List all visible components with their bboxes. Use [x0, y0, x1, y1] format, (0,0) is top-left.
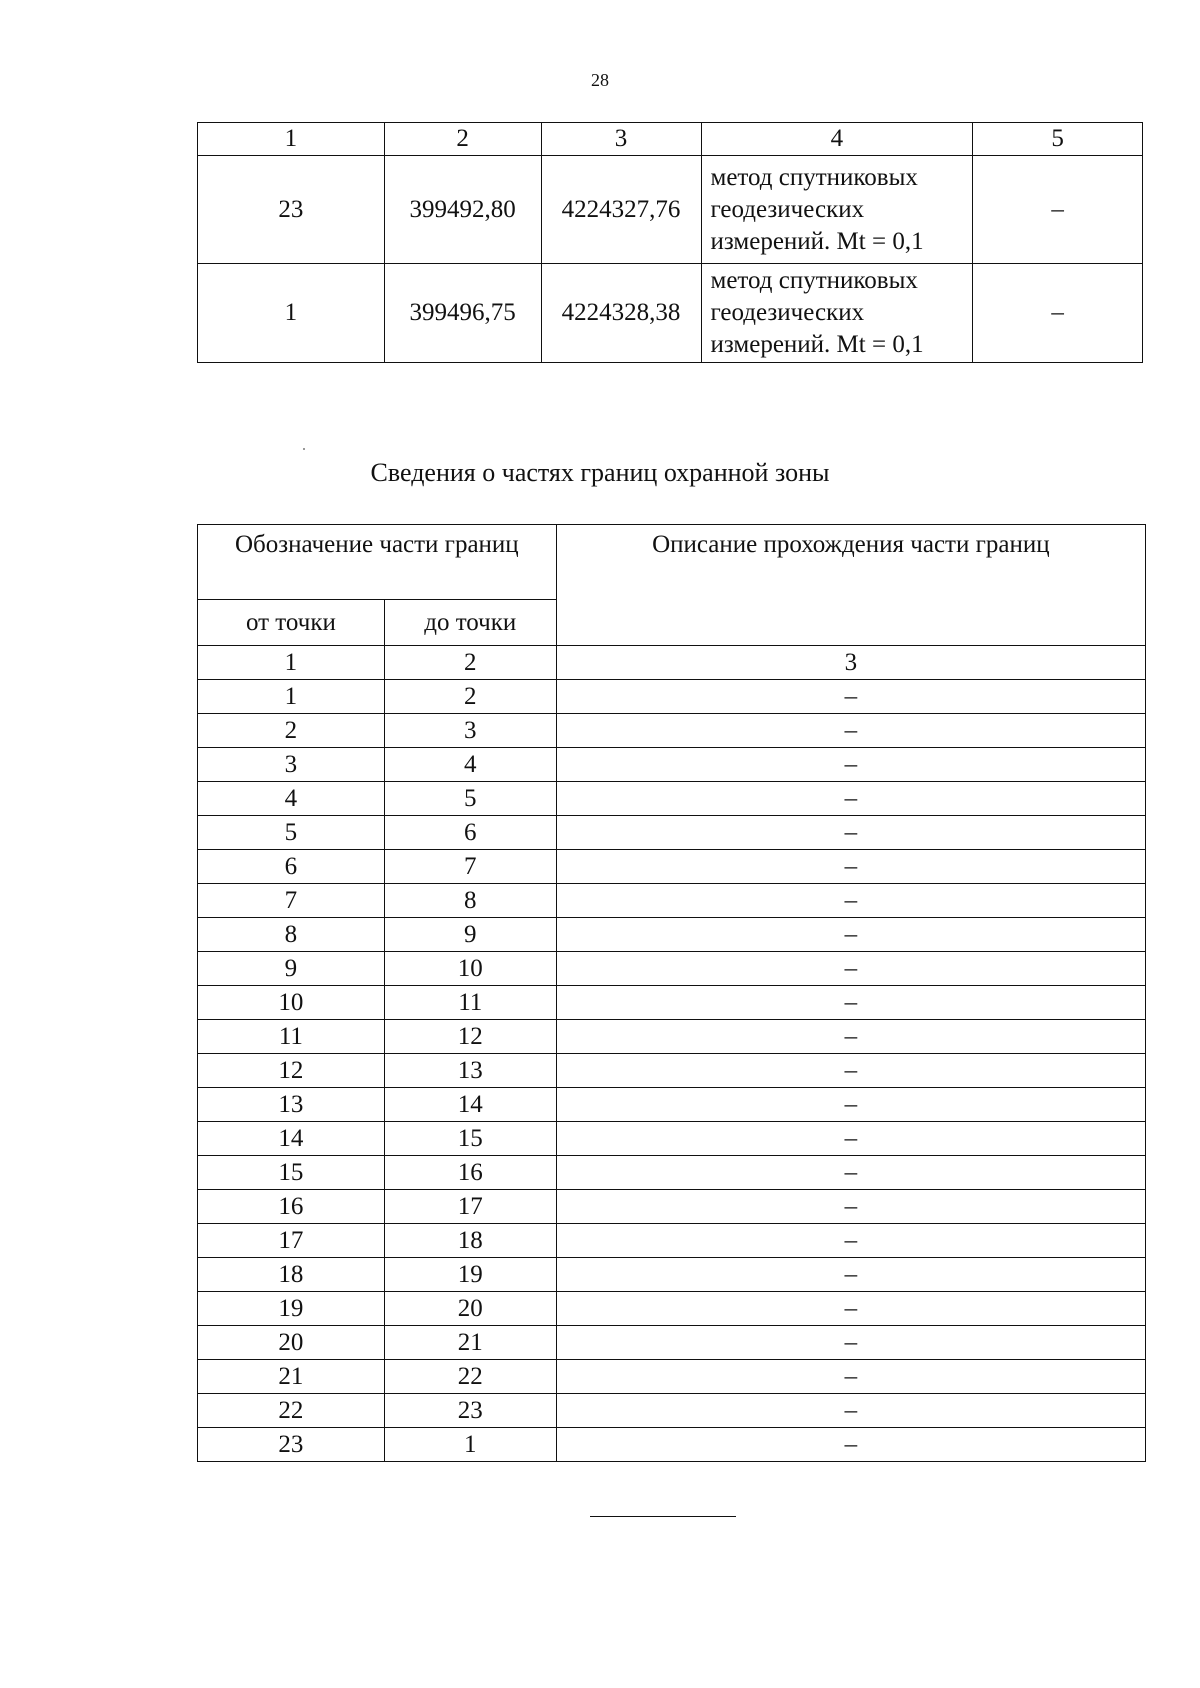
description-cell: –	[556, 816, 1145, 850]
table-row	[198, 748, 1146, 782]
table-row	[198, 1394, 1146, 1428]
from-point-cell: 1	[198, 680, 385, 714]
method-line: геодезических	[710, 299, 865, 326]
to-point-cell: 21	[384, 1326, 556, 1360]
from-point-cell: 7	[198, 884, 385, 918]
to-point-cell: 19	[384, 1258, 556, 1292]
description-cell: –	[556, 1020, 1145, 1054]
to-point-cell: 1	[384, 1428, 556, 1462]
description-cell: –	[556, 714, 1145, 748]
method-line: измерений. Mt = 0,1	[710, 227, 924, 255]
table-row	[198, 1020, 1146, 1054]
to-point-header: до точки	[384, 600, 556, 646]
table-row	[198, 1190, 1146, 1224]
description-cell: –	[556, 1360, 1145, 1394]
from-point-cell: 2	[198, 714, 385, 748]
to-point-cell: 18	[384, 1224, 556, 1258]
to-point-cell: 4	[384, 748, 556, 782]
table-row	[198, 680, 1146, 714]
to-point-cell: 22	[384, 1360, 556, 1394]
description-cell: –	[556, 1054, 1145, 1088]
from-point-cell: 6	[198, 850, 385, 884]
to-point-cell: 8	[384, 884, 556, 918]
description-cell: –	[556, 1394, 1145, 1428]
from-point-cell: 16	[198, 1190, 385, 1224]
table-row	[198, 714, 1146, 748]
from-point-cell: 5	[198, 816, 385, 850]
to-point-cell: 9	[384, 918, 556, 952]
description-cell: –	[556, 850, 1145, 884]
from-point-cell: 21	[198, 1360, 385, 1394]
description-cell: –	[556, 1156, 1145, 1190]
from-point-cell: 13	[198, 1088, 385, 1122]
table-row	[198, 918, 1146, 952]
note-cell: –	[973, 156, 1143, 264]
to-point-cell: 5	[384, 782, 556, 816]
description-cell: –	[556, 952, 1145, 986]
method-line: метод спутниковых	[710, 163, 918, 191]
to-point-cell: 2	[384, 680, 556, 714]
boundary-designation-header: Обозначение части границ	[198, 525, 557, 600]
point-cell: 23	[198, 156, 385, 264]
col-number: 1	[198, 123, 385, 156]
x-coordinate-cell: 399492,80	[384, 156, 541, 264]
y-coordinate-cell: 4224327,76	[541, 156, 701, 264]
description-cell: –	[556, 680, 1145, 714]
description-cell: –	[556, 1326, 1145, 1360]
method-line: измерений. Mt = 0,1	[710, 331, 924, 358]
table-row	[198, 1360, 1146, 1394]
boundary-rows	[198, 680, 1146, 1462]
description-cell: –	[556, 1428, 1145, 1462]
description-cell: –	[556, 1292, 1145, 1326]
description-cell: –	[556, 748, 1145, 782]
from-point-cell: 8	[198, 918, 385, 952]
to-point-cell: 7	[384, 850, 556, 884]
from-point-cell: 11	[198, 1020, 385, 1054]
table-row	[198, 1326, 1146, 1360]
from-point-cell: 17	[198, 1224, 385, 1258]
table-row	[198, 1122, 1146, 1156]
description-cell: –	[556, 1190, 1145, 1224]
to-point-cell: 20	[384, 1292, 556, 1326]
boundary-description-header: Описание прохождения части границ	[556, 525, 1145, 646]
from-point-cell: 9	[198, 952, 385, 986]
col-number: 1	[198, 646, 385, 680]
from-point-cell: 23	[198, 1428, 385, 1462]
table-row	[198, 816, 1146, 850]
from-point-cell: 10	[198, 986, 385, 1020]
to-point-cell: 14	[384, 1088, 556, 1122]
table-row	[198, 1428, 1146, 1462]
col-number: 3	[541, 123, 701, 156]
to-point-cell: 12	[384, 1020, 556, 1054]
column-number-row	[198, 646, 1146, 680]
to-point-cell: 17	[384, 1190, 556, 1224]
to-point-cell: 15	[384, 1122, 556, 1156]
method-line: геодезических	[710, 195, 865, 223]
boundary-header-row	[198, 525, 1146, 600]
description-cell: –	[556, 986, 1145, 1020]
page-number: 28	[591, 70, 609, 90]
from-point-cell: 19	[198, 1292, 385, 1326]
from-point-cell: 3	[198, 748, 385, 782]
method-cell	[701, 156, 973, 264]
from-point-cell: 18	[198, 1258, 385, 1292]
table-row	[198, 782, 1146, 816]
to-point-cell: 3	[384, 714, 556, 748]
description-cell: –	[556, 1224, 1145, 1258]
coordinates-header-row	[198, 123, 1143, 156]
from-point-cell: 20	[198, 1326, 385, 1360]
section-title: Сведения о частях границ охранной зоны	[370, 458, 830, 487]
table-row	[198, 264, 1143, 363]
scan-speck	[303, 448, 305, 450]
method-cell	[701, 264, 973, 363]
from-point-cell: 4	[198, 782, 385, 816]
to-point-cell: 16	[384, 1156, 556, 1190]
to-point-cell: 23	[384, 1394, 556, 1428]
to-point-cell: 13	[384, 1054, 556, 1088]
description-cell: –	[556, 782, 1145, 816]
table-row	[198, 884, 1146, 918]
table-row	[198, 1224, 1146, 1258]
description-cell: –	[556, 1122, 1145, 1156]
note-cell: –	[973, 264, 1143, 363]
method-line: метод спутниковых	[710, 267, 918, 294]
from-point-cell: 15	[198, 1156, 385, 1190]
boundary-parts-table	[197, 524, 1146, 1462]
table-row	[198, 1292, 1146, 1326]
from-point-cell: 22	[198, 1394, 385, 1428]
table-row	[198, 1088, 1146, 1122]
col-number: 3	[556, 646, 1145, 680]
x-coordinate-cell: 399496,75	[384, 264, 541, 363]
table-row	[198, 1258, 1146, 1292]
table-row	[198, 156, 1143, 264]
to-point-cell: 11	[384, 986, 556, 1020]
from-point-cell: 14	[198, 1122, 385, 1156]
table-row	[198, 850, 1146, 884]
to-point-cell: 10	[384, 952, 556, 986]
col-number: 5	[973, 123, 1143, 156]
description-cell: –	[556, 1088, 1145, 1122]
description-cell: –	[556, 1258, 1145, 1292]
coordinates-table	[197, 122, 1143, 363]
y-coordinate-cell: 4224328,38	[541, 264, 701, 363]
table-row	[198, 1054, 1146, 1088]
to-point-cell: 6	[384, 816, 556, 850]
description-cell: –	[556, 918, 1145, 952]
col-number: 2	[384, 123, 541, 156]
description-cell: –	[556, 884, 1145, 918]
col-number: 4	[701, 123, 973, 156]
from-point-cell: 12	[198, 1054, 385, 1088]
closing-rule	[590, 1516, 736, 1517]
col-number: 2	[384, 646, 556, 680]
table-row	[198, 1156, 1146, 1190]
from-point-header: от точки	[198, 600, 385, 646]
table-row	[198, 952, 1146, 986]
point-cell: 1	[198, 264, 385, 363]
table-row	[198, 986, 1146, 1020]
